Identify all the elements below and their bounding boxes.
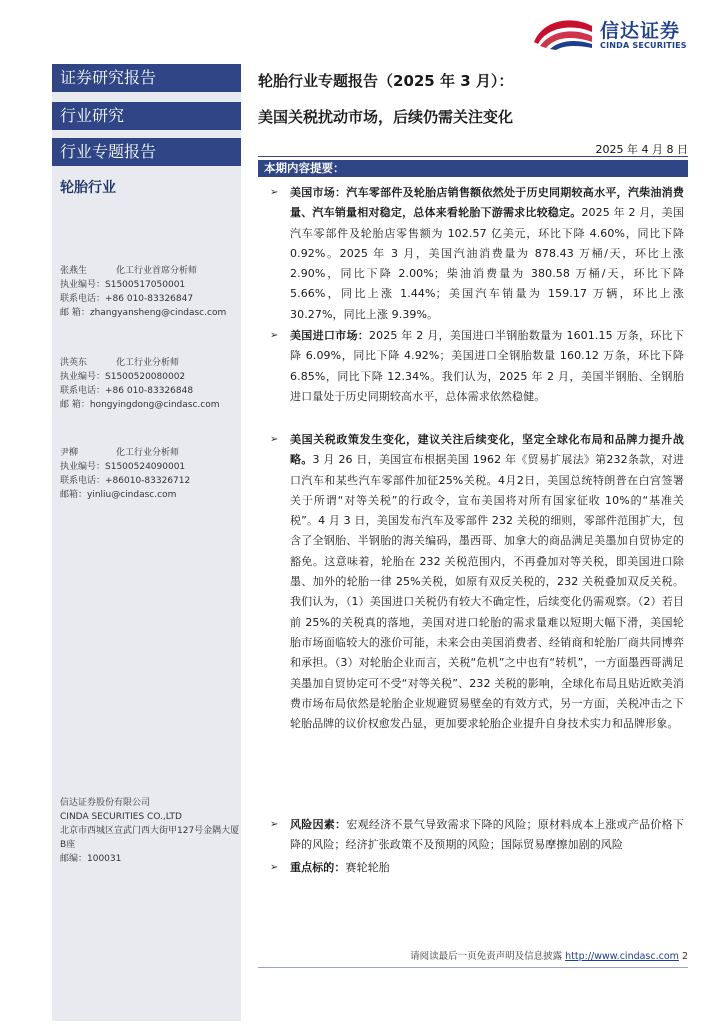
analyst-email[interactable]: 邮箱：yinliu@cindasc.com bbox=[60, 490, 177, 500]
analyst-phone: 联系电话：+86 010-83326847 bbox=[60, 294, 194, 304]
bullet-arrow-icon: ➢ bbox=[270, 434, 279, 445]
analyst-name: 尹柳 bbox=[60, 448, 79, 458]
disclaimer-note: 请阅读最后一页免责声明及信息披露 bbox=[410, 951, 563, 962]
sidebar-header-securities-report: 证券研究报告 bbox=[52, 64, 241, 92]
summary-item-heading: 美国关税政策发生变化，建议关注后续变化，坚定全球化布局和品牌力提升战略。 bbox=[290, 433, 684, 467]
company-info bbox=[60, 796, 240, 866]
summary-item-us-market bbox=[290, 183, 684, 325]
page-number: 2 bbox=[681, 951, 688, 962]
date-divider bbox=[258, 156, 688, 157]
analyst-license: 执业编号：S1500520080002 bbox=[60, 372, 186, 382]
summary-item-text: 赛轮轮胎 bbox=[345, 861, 390, 874]
company-name-en: CINDA SECURITIES CO.,LTD bbox=[60, 812, 182, 822]
summary-item-heading: 美国进口市场： bbox=[290, 329, 370, 342]
company-postcode: 邮编：100031 bbox=[60, 854, 122, 864]
bullet-arrow-icon: ➢ bbox=[270, 330, 279, 341]
analyst-license: 执业编号：S1500524090001 bbox=[60, 462, 186, 472]
logo-chinese-name: 信达证券 bbox=[600, 20, 681, 42]
summary-item-risk-factors bbox=[290, 815, 684, 856]
analyst-name: 张燕生 bbox=[60, 266, 88, 276]
summary-item-us-import bbox=[290, 326, 684, 407]
summary-item-text: 2025 年 2 月，美国进口半钢胎数量为 1601.15 万条，环比下降 6.09%，同比下降 4.92%；美国进口全钢胎数量 160.12 万条，环比下降 6.85%，同比下降 12.34%。我们认为，2025 年 2 月，美国半钢胎、全钢胎进口量处于历史同期较高水平，总体需求依然稳健。 bbox=[290, 329, 685, 403]
company-name-cn: 信达证券股份有限公司 bbox=[60, 798, 151, 808]
analyst-card bbox=[60, 264, 226, 320]
footer-divider bbox=[258, 967, 688, 968]
summary-item-text: 3 月 26 日，美国宣布根据美国 1962 年《贸易扩展法》第232条款，对进口汽车和某些汽车零部件加征25%关税。4月2日，美国总统特朗普在白宫签署关于所谓“对等关税”的行政令，宣布美国将对所有国家征收 10%的“基准关税”。4 月 3 日，美国发布汽车及零部件 232 关税的细则，零部件范围扩大，包含了全钢胎、半钢胎的海关编码，墨西哥、加拿大的商品满足美墨加自贸协定的豁免。这意味着，轮胎在 232 关税范围内，不再叠加对等关税，即美国进口除墨、加外的轮胎一律 25%关税，如原有双反关税的，232 关税叠加双反关税。我们认为，（1）美国进口关税仍有较大不确定性，后续变化仍需观察。（2）若目前 25%的关税真的落地，美国对进口轮胎的需求量难以短期大幅下滑，美国轮胎市场面临较大的涨价可能，未来会由美国消费者、经销商和轮胎厂商共同博弈和承担。（3）对轮胎企业而言，关税“危机”之中也有“转机”，一方面墨西哥满足美墨加自贸协定可不受“对等关税”、232 关税的影响，全球化布局且贴近欧美消费市场布局依然是轮胎企业规避贸易壁垒的有效方式，另一方面，关税冲击之下轮胎品牌的议价权愈发凸显，更加要求轮胎企业提升自身技术实力和品牌形象。 bbox=[290, 453, 685, 731]
sidebar-header-industry-research: 行业研究 bbox=[52, 102, 241, 130]
analyst-phone: 联系电话：+86 010-83326848 bbox=[60, 386, 194, 396]
bullet-arrow-icon: ➢ bbox=[270, 187, 279, 198]
page-footer bbox=[410, 948, 688, 962]
analyst-license: 执业编号：S1500517050001 bbox=[60, 280, 186, 290]
bullet-arrow-icon: ➢ bbox=[270, 862, 279, 873]
sidebar-industry-name: 轮胎行业 bbox=[60, 180, 116, 196]
report-date: 2025 年 4 月 8 日 bbox=[595, 143, 688, 156]
report-subtitle: 美国关税扰动市场，后续仍需关注变化 bbox=[258, 108, 514, 126]
left-sidebar bbox=[52, 64, 241, 1021]
analyst-name: 洪英东 bbox=[60, 358, 88, 368]
summary-item-key-targets bbox=[290, 858, 684, 878]
analyst-card bbox=[60, 446, 190, 502]
summary-item-text: 2025 年 2 月，美国汽车零部件及轮胎店零售额为 102.57 亿美元，环比下降 4.60%，同比下降 0.92%。2025 年 3 月，美国汽油消费量为 878.43 万桶/天，环比上涨 2.90%，同比下降 2.00%；柴油消费量为 380.58 万桶/天，环比下降 5.66%，同比上涨 1.44%；美国汽车销量为 159.17 万辆，环比上涨 30.27%，同比上涨 9.39%。 bbox=[290, 206, 684, 321]
sidebar-header-industry-topic-report: 行业专题报告 bbox=[52, 138, 241, 166]
analyst-card bbox=[60, 356, 219, 412]
logo-english-name: CINDA SECURITIES bbox=[600, 41, 687, 50]
analyst-title: 化工行业分析师 bbox=[116, 448, 180, 458]
report-title: 轮胎行业专题报告（2025 年 3 月）： bbox=[258, 72, 514, 90]
website-link[interactable]: http://www.cindasc.com bbox=[565, 951, 679, 962]
analyst-email[interactable]: 邮 箱：hongyingdong@cindasc.com bbox=[60, 400, 220, 410]
summary-item-text: 宏观经济不景气导致需求下降的风险；原材料成本上涨或产品价格下降的风险；经济扩张政策不及预期的风险；国际贸易摩擦加剧的风险 bbox=[290, 818, 685, 852]
analyst-title: 化工行业分析师 bbox=[116, 358, 180, 368]
analyst-phone: 联系电话：+86010-83326712 bbox=[60, 476, 191, 486]
summary-header: 本期内容提要： bbox=[258, 160, 688, 177]
analyst-title: 化工行业首席分析师 bbox=[116, 266, 198, 276]
summary-item-heading: 风险因素： bbox=[290, 818, 347, 831]
analyst-email[interactable]: 邮 箱：zhangyansheng@cindasc.com bbox=[60, 308, 227, 318]
company-address: 北京市西城区宣武门西大街甲127号金隅大厦B座 bbox=[60, 826, 240, 850]
cinda-logo-mark-icon bbox=[530, 16, 594, 50]
summary-item-heading: 重点标的： bbox=[290, 861, 346, 874]
summary-item-heading: 美国市场：汽车零部件及轮胎店销售额依然处于历史同期较高水平，汽柴油消费量、汽车销量相对稳定，总体来看轮胎下游需求比较稳定。 bbox=[290, 186, 684, 220]
bullet-arrow-icon: ➢ bbox=[270, 819, 279, 830]
cinda-logo bbox=[530, 16, 710, 50]
summary-item-tariff-policy bbox=[290, 430, 684, 734]
